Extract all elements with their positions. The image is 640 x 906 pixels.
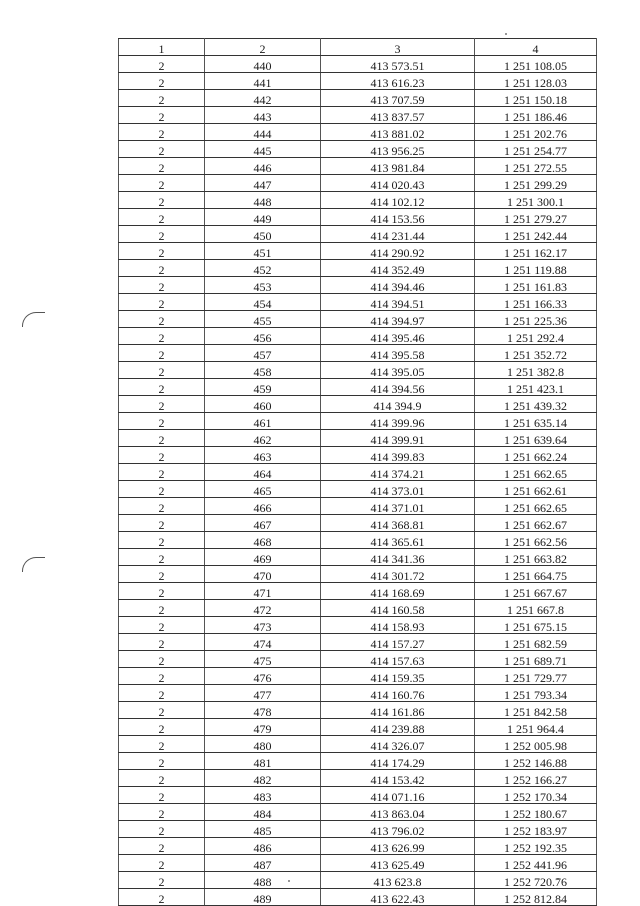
point-number-cell: 459: [205, 379, 321, 396]
table-row: [119, 668, 597, 685]
y-coordinate-cell: 1 251 166.33: [475, 294, 597, 311]
point-number-cell: 462: [205, 430, 321, 447]
point-number-cell: 452: [205, 260, 321, 277]
table-row: [119, 124, 597, 141]
point-number-cell: 449: [205, 209, 321, 226]
y-coordinate-cell: 1 251 300.1: [475, 192, 597, 209]
point-number-cell: 448: [205, 192, 321, 209]
x-coordinate-cell: 414 374.21: [321, 464, 475, 481]
x-coordinate-cell: 414 157.27: [321, 634, 475, 651]
section-cell: 2: [119, 379, 205, 396]
section-cell: 2: [119, 566, 205, 583]
table-body: [119, 56, 597, 906]
point-number-cell: 469: [205, 549, 321, 566]
x-coordinate-cell: 414 102.12: [321, 192, 475, 209]
section-cell: 2: [119, 889, 205, 906]
point-number-cell: 465: [205, 481, 321, 498]
point-number-cell: 467: [205, 515, 321, 532]
table-header: [119, 39, 597, 56]
point-number-cell: 487: [205, 855, 321, 872]
y-coordinate-cell: 1 251 662.65: [475, 464, 597, 481]
point-number-cell: 450: [205, 226, 321, 243]
x-coordinate-cell: 414 159.35: [321, 668, 475, 685]
scan-speck: [505, 33, 507, 35]
point-number-cell: 447: [205, 175, 321, 192]
x-coordinate-cell: 414 395.58: [321, 345, 475, 362]
section-cell: 2: [119, 821, 205, 838]
y-coordinate-cell: 1 251 664.75: [475, 566, 597, 583]
point-number-cell: 471: [205, 583, 321, 600]
x-coordinate-cell: 414 352.49: [321, 260, 475, 277]
section-cell: 2: [119, 328, 205, 345]
y-coordinate-cell: 1 252 146.88: [475, 753, 597, 770]
x-coordinate-cell: 414 371.01: [321, 498, 475, 515]
x-coordinate-cell: 414 239.88: [321, 719, 475, 736]
x-coordinate-cell: 413 707.59: [321, 90, 475, 107]
y-coordinate-cell: 1 251 292.4: [475, 328, 597, 345]
table-row: [119, 90, 597, 107]
x-coordinate-cell: 414 290.92: [321, 243, 475, 260]
section-cell: 2: [119, 498, 205, 515]
section-cell: 2: [119, 243, 205, 260]
table-row: [119, 821, 597, 838]
y-coordinate-cell: 1 252 005.98: [475, 736, 597, 753]
point-number-cell: 485: [205, 821, 321, 838]
y-coordinate-cell: 1 251 729.77: [475, 668, 597, 685]
table-row: [119, 736, 597, 753]
table-row: [119, 481, 597, 498]
table-row: [119, 226, 597, 243]
y-coordinate-cell: 1 251 635.14: [475, 413, 597, 430]
point-number-cell: 475: [205, 651, 321, 668]
section-cell: 2: [119, 192, 205, 209]
table-row: [119, 379, 597, 396]
table-row: [119, 175, 597, 192]
header-cell-1: 1: [119, 39, 205, 56]
y-coordinate-cell: 1 251 663.82: [475, 549, 597, 566]
point-number-cell: 441: [205, 73, 321, 90]
section-cell: 2: [119, 753, 205, 770]
point-number-cell: 464: [205, 464, 321, 481]
section-cell: 2: [119, 56, 205, 73]
point-number-cell: 474: [205, 634, 321, 651]
y-coordinate-cell: 1 251 667.67: [475, 583, 597, 600]
point-number-cell: 443: [205, 107, 321, 124]
y-coordinate-cell: 1 251 254.77: [475, 141, 597, 158]
section-cell: 2: [119, 855, 205, 872]
table-row: [119, 464, 597, 481]
table-row: [119, 430, 597, 447]
y-coordinate-cell: 1 252 441.96: [475, 855, 597, 872]
table-row: [119, 532, 597, 549]
y-coordinate-cell: 1 251 662.61: [475, 481, 597, 498]
y-coordinate-cell: 1 251 662.24: [475, 447, 597, 464]
y-coordinate-cell: 1 251 639.64: [475, 430, 597, 447]
y-coordinate-cell: 1 251 682.59: [475, 634, 597, 651]
y-coordinate-cell: 1 251 119.88: [475, 260, 597, 277]
x-coordinate-cell: 414 394.46: [321, 277, 475, 294]
x-coordinate-cell: 414 368.81: [321, 515, 475, 532]
x-coordinate-cell: 414 301.72: [321, 566, 475, 583]
point-number-cell: 477: [205, 685, 321, 702]
table-row: [119, 651, 597, 668]
x-coordinate-cell: 414 399.96: [321, 413, 475, 430]
table-row: [119, 73, 597, 90]
y-coordinate-cell: 1 252 183.97: [475, 821, 597, 838]
table-row: [119, 362, 597, 379]
y-coordinate-cell: 1 251 242.44: [475, 226, 597, 243]
section-cell: 2: [119, 124, 205, 141]
table-row: [119, 719, 597, 736]
section-cell: 2: [119, 583, 205, 600]
section-cell: 2: [119, 209, 205, 226]
x-coordinate-cell: 414 071.16: [321, 787, 475, 804]
table-row: [119, 770, 597, 787]
table-row: [119, 260, 597, 277]
section-cell: 2: [119, 549, 205, 566]
x-coordinate-cell: 413 625.49: [321, 855, 475, 872]
x-coordinate-cell: 414 395.46: [321, 328, 475, 345]
point-number-cell: 454: [205, 294, 321, 311]
point-number-cell: 466: [205, 498, 321, 515]
table-row: [119, 804, 597, 821]
x-coordinate-cell: 414 020.43: [321, 175, 475, 192]
x-coordinate-cell: 413 616.23: [321, 73, 475, 90]
table-row: [119, 294, 597, 311]
section-cell: 2: [119, 107, 205, 124]
section-cell: 2: [119, 226, 205, 243]
y-coordinate-cell: 1 251 352.72: [475, 345, 597, 362]
section-cell: 2: [119, 600, 205, 617]
section-cell: 2: [119, 787, 205, 804]
section-cell: 2: [119, 617, 205, 634]
y-coordinate-cell: 1 251 689.71: [475, 651, 597, 668]
coordinates-table: [118, 38, 597, 906]
point-number-cell: 455: [205, 311, 321, 328]
x-coordinate-cell: 414 157.63: [321, 651, 475, 668]
y-coordinate-cell: 1 251 662.65: [475, 498, 597, 515]
x-coordinate-cell: 414 394.97: [321, 311, 475, 328]
header-cell-2: 2: [205, 39, 321, 56]
y-coordinate-cell: 1 251 667.8: [475, 600, 597, 617]
table-row: [119, 56, 597, 73]
header-cell-4: 4: [475, 39, 597, 56]
section-cell: 2: [119, 158, 205, 175]
point-number-cell: 488: [205, 872, 321, 889]
table-row: [119, 617, 597, 634]
point-number-cell: 476: [205, 668, 321, 685]
section-cell: 2: [119, 685, 205, 702]
x-coordinate-cell: 413 622.43: [321, 889, 475, 906]
y-coordinate-cell: 1 251 675.15: [475, 617, 597, 634]
section-cell: 2: [119, 804, 205, 821]
section-cell: 2: [119, 770, 205, 787]
y-coordinate-cell: 1 251 161.83: [475, 277, 597, 294]
table-row: [119, 566, 597, 583]
table-row: [119, 243, 597, 260]
point-number-cell: 463: [205, 447, 321, 464]
x-coordinate-cell: 414 158.93: [321, 617, 475, 634]
point-number-cell: 470: [205, 566, 321, 583]
y-coordinate-cell: 1 251 423.1: [475, 379, 597, 396]
y-coordinate-cell: 1 251 793.34: [475, 685, 597, 702]
y-coordinate-cell: 1 251 225.36: [475, 311, 597, 328]
section-cell: 2: [119, 515, 205, 532]
x-coordinate-cell: 413 626.99: [321, 838, 475, 855]
point-number-cell: 481: [205, 753, 321, 770]
header-row: [119, 39, 597, 56]
point-number-cell: 458: [205, 362, 321, 379]
section-cell: 2: [119, 362, 205, 379]
table-row: [119, 583, 597, 600]
table-row: [119, 328, 597, 345]
y-coordinate-cell: 1 251 150.18: [475, 90, 597, 107]
y-coordinate-cell: 1 251 162.17: [475, 243, 597, 260]
y-coordinate-cell: 1 251 279.27: [475, 209, 597, 226]
table-row: [119, 192, 597, 209]
table-row: [119, 158, 597, 175]
x-coordinate-cell: 414 394.51: [321, 294, 475, 311]
section-cell: 2: [119, 294, 205, 311]
table-row: [119, 889, 597, 906]
x-coordinate-cell: 414 399.91: [321, 430, 475, 447]
point-number-cell: 445: [205, 141, 321, 158]
table-row: [119, 753, 597, 770]
y-coordinate-cell: 1 251 108.05: [475, 56, 597, 73]
section-cell: 2: [119, 634, 205, 651]
table-row: [119, 209, 597, 226]
x-coordinate-cell: 414 394.56: [321, 379, 475, 396]
section-cell: 2: [119, 277, 205, 294]
y-coordinate-cell: 1 251 186.46: [475, 107, 597, 124]
section-cell: 2: [119, 141, 205, 158]
point-number-cell: 482: [205, 770, 321, 787]
point-number-cell: 486: [205, 838, 321, 855]
point-number-cell: 468: [205, 532, 321, 549]
x-coordinate-cell: 414 365.61: [321, 532, 475, 549]
section-cell: 2: [119, 719, 205, 736]
x-coordinate-cell: 413 573.51: [321, 56, 475, 73]
x-coordinate-cell: 414 174.29: [321, 753, 475, 770]
point-number-cell: 489: [205, 889, 321, 906]
table-row: [119, 277, 597, 294]
y-coordinate-cell: 1 252 170.34: [475, 787, 597, 804]
x-coordinate-cell: 414 160.58: [321, 600, 475, 617]
section-cell: 2: [119, 90, 205, 107]
table-row: [119, 515, 597, 532]
y-coordinate-cell: 1 252 166.27: [475, 770, 597, 787]
point-number-cell: 460: [205, 396, 321, 413]
section-cell: 2: [119, 73, 205, 90]
section-cell: 2: [119, 838, 205, 855]
table-row: [119, 141, 597, 158]
x-coordinate-cell: 414 326.07: [321, 736, 475, 753]
point-number-cell: 461: [205, 413, 321, 430]
table-row: [119, 396, 597, 413]
table-row: [119, 685, 597, 702]
punch-hole-mark: [22, 312, 45, 327]
y-coordinate-cell: 1 251 439.32: [475, 396, 597, 413]
x-coordinate-cell: 413 956.25: [321, 141, 475, 158]
table-row: [119, 413, 597, 430]
x-coordinate-cell: 413 796.02: [321, 821, 475, 838]
point-number-cell: 480: [205, 736, 321, 753]
y-coordinate-cell: 1 252 192.35: [475, 838, 597, 855]
x-coordinate-cell: 414 394.9: [321, 396, 475, 413]
y-coordinate-cell: 1 251 842.58: [475, 702, 597, 719]
x-coordinate-cell: 414 341.36: [321, 549, 475, 566]
point-number-cell: 484: [205, 804, 321, 821]
section-cell: 2: [119, 447, 205, 464]
point-number-cell: 453: [205, 277, 321, 294]
section-cell: 2: [119, 872, 205, 889]
y-coordinate-cell: 1 251 128.03: [475, 73, 597, 90]
table-row: [119, 600, 597, 617]
x-coordinate-cell: 414 373.01: [321, 481, 475, 498]
x-coordinate-cell: 414 168.69: [321, 583, 475, 600]
y-coordinate-cell: 1 251 662.56: [475, 532, 597, 549]
x-coordinate-cell: 413 863.04: [321, 804, 475, 821]
point-number-cell: 478: [205, 702, 321, 719]
point-number-cell: 456: [205, 328, 321, 345]
section-cell: 2: [119, 413, 205, 430]
point-number-cell: 479: [205, 719, 321, 736]
table-row: [119, 311, 597, 328]
table-row: [119, 634, 597, 651]
table-row: [119, 345, 597, 362]
table-row: [119, 872, 597, 889]
x-coordinate-cell: 414 153.56: [321, 209, 475, 226]
section-cell: 2: [119, 736, 205, 753]
point-number-cell: 444: [205, 124, 321, 141]
table-row: [119, 549, 597, 566]
table-row: [119, 498, 597, 515]
section-cell: 2: [119, 464, 205, 481]
point-number-cell: 457: [205, 345, 321, 362]
punch-hole-mark: [22, 557, 45, 572]
y-coordinate-cell: 1 252 720.76: [475, 872, 597, 889]
section-cell: 2: [119, 481, 205, 498]
section-cell: 2: [119, 651, 205, 668]
x-coordinate-cell: 413 881.02: [321, 124, 475, 141]
y-coordinate-cell: 1 251 662.67: [475, 515, 597, 532]
section-cell: 2: [119, 430, 205, 447]
point-number-cell: 442: [205, 90, 321, 107]
y-coordinate-cell: 1 252 812.84: [475, 889, 597, 906]
x-coordinate-cell: 414 399.83: [321, 447, 475, 464]
y-coordinate-cell: 1 251 299.29: [475, 175, 597, 192]
section-cell: 2: [119, 668, 205, 685]
section-cell: 2: [119, 396, 205, 413]
table-row: [119, 838, 597, 855]
y-coordinate-cell: 1 251 202.76: [475, 124, 597, 141]
section-cell: 2: [119, 532, 205, 549]
table-row: [119, 107, 597, 124]
point-number-cell: 472: [205, 600, 321, 617]
y-coordinate-cell: 1 251 272.55: [475, 158, 597, 175]
point-number-cell: 446: [205, 158, 321, 175]
section-cell: 2: [119, 260, 205, 277]
x-coordinate-cell: 414 153.42: [321, 770, 475, 787]
x-coordinate-cell: 413 623.8: [321, 872, 475, 889]
section-cell: 2: [119, 175, 205, 192]
point-number-cell: 473: [205, 617, 321, 634]
table-row: [119, 855, 597, 872]
x-coordinate-cell: 414 160.76: [321, 685, 475, 702]
y-coordinate-cell: 1 251 964.4: [475, 719, 597, 736]
point-number-cell: 483: [205, 787, 321, 804]
table-row: [119, 702, 597, 719]
header-cell-3: 3: [321, 39, 475, 56]
point-number-cell: 440: [205, 56, 321, 73]
x-coordinate-cell: 414 395.05: [321, 362, 475, 379]
table-row: [119, 447, 597, 464]
y-coordinate-cell: 1 251 382.8: [475, 362, 597, 379]
x-coordinate-cell: 414 161.86: [321, 702, 475, 719]
point-number-cell: 451: [205, 243, 321, 260]
x-coordinate-cell: 413 981.84: [321, 158, 475, 175]
section-cell: 2: [119, 311, 205, 328]
x-coordinate-cell: 413 837.57: [321, 107, 475, 124]
x-coordinate-cell: 414 231.44: [321, 226, 475, 243]
table-row: [119, 787, 597, 804]
y-coordinate-cell: 1 252 180.67: [475, 804, 597, 821]
section-cell: 2: [119, 702, 205, 719]
section-cell: 2: [119, 345, 205, 362]
